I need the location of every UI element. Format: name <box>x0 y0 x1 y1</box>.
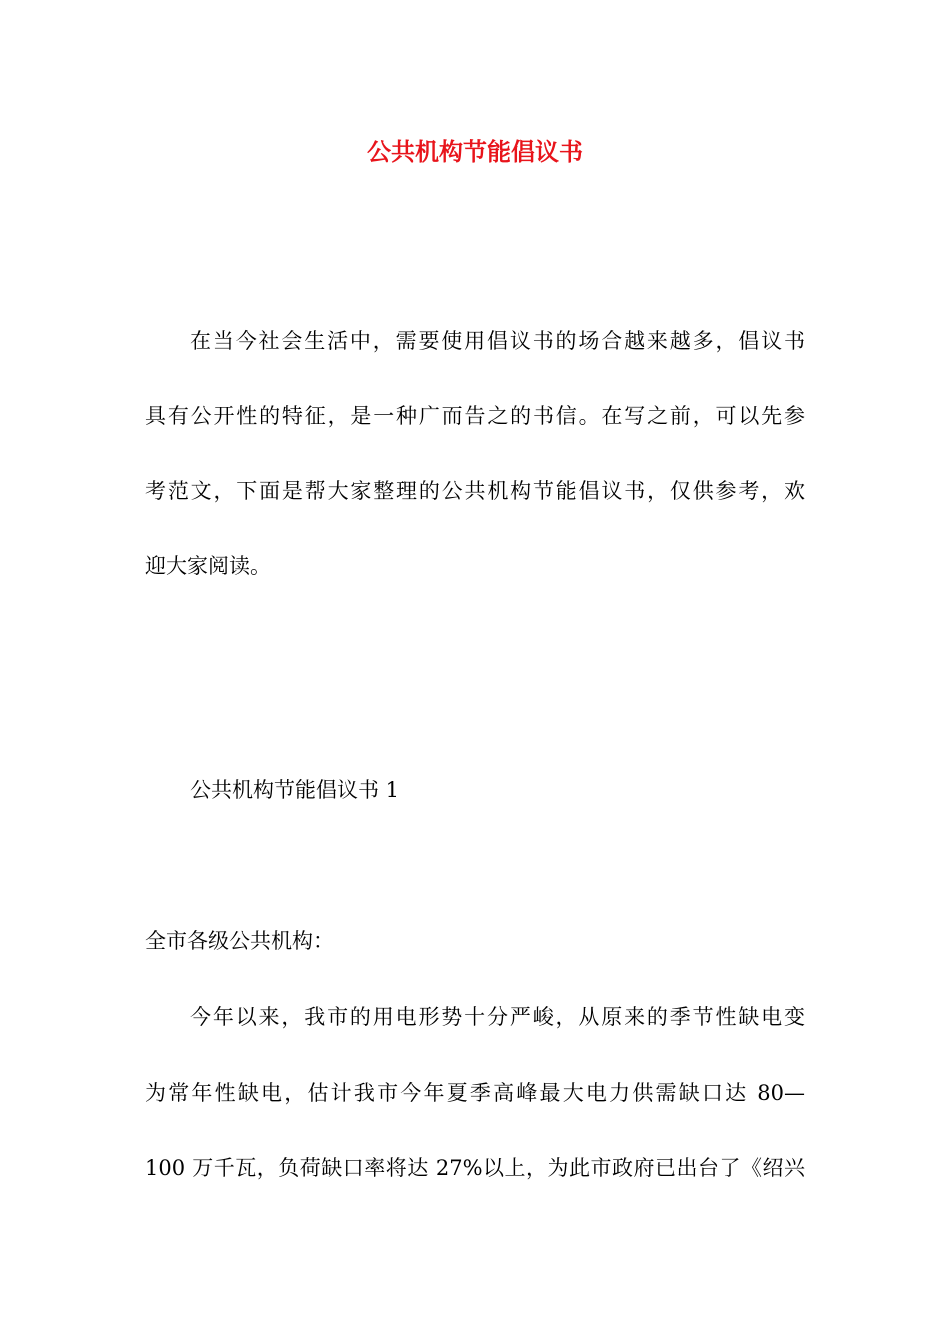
body-line-2: 为常年性缺电，估计我市今年夏季高峰最大电力供需缺口达 80— <box>145 1081 805 1105</box>
intro-line-3: 考范文，下面是帮大家整理的公共机构节能倡议书，仅供参考，欢 <box>145 479 805 503</box>
intro-line-2: 具有公开性的特征，是一种广而告之的书信。在写之前，可以先参 <box>145 404 805 428</box>
section-heading: 公共机构节能倡议书 1 <box>190 778 400 802</box>
document-title: 公共机构节能倡议书 <box>367 138 583 166</box>
salutation: 全市各级公共机构： <box>145 929 334 953</box>
intro-line-4: 迎大家阅读。 <box>145 554 271 578</box>
intro-line-1: 在当今社会生活中，需要使用倡议书的场合越来越多，倡议书 <box>190 329 805 353</box>
body-line-3: 100 万千瓦，负荷缺口率将达 27%以上，为此市政府已出台了《绍兴 <box>145 1156 805 1180</box>
body-line-1: 今年以来，我市的用电形势十分严峻，从原来的季节性缺电变 <box>190 1005 805 1029</box>
